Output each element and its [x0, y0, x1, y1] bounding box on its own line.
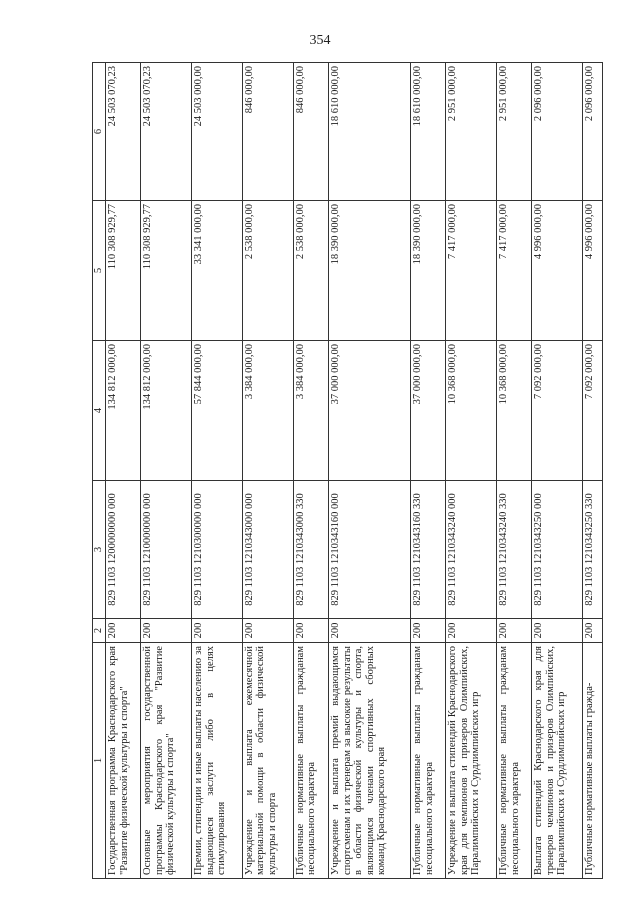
row-name: Государственная программа Краснодарского края "Развитие физической культуры и спорта": [106, 643, 141, 879]
row-name: Учреждение и выплата ежемесячной материальной помощи в области физической культуры и спорта: [242, 643, 293, 879]
header-col-4: 4: [93, 341, 106, 481]
header-col-5: 5: [93, 201, 106, 341]
row-kind: 200: [497, 619, 532, 643]
row-name: Публичные нормативные выплаты гражданам несоциального характера: [293, 643, 328, 879]
row-code: 829 1103 1200000000 000: [106, 481, 141, 619]
row-code: 829 1103 1210343160 000: [329, 481, 411, 619]
row-code: 829 1103 1210343160 330: [411, 481, 446, 619]
table-row: [497, 63, 532, 879]
row-value-6: 24 503 070,23: [141, 63, 192, 201]
row-code: 829 1103 1210000000 000: [141, 481, 192, 619]
row-value-5: 2 538 000,00: [293, 201, 328, 341]
row-value-4: 3 384 000,00: [293, 341, 328, 481]
row-value-5: 33 341 000,00: [192, 201, 243, 341]
page-number: 354: [309, 33, 331, 48]
table-row: [192, 63, 243, 879]
row-value-6: 18 610 000,00: [329, 63, 411, 201]
row-value-6: 2 096 000,00: [532, 63, 583, 201]
row-value-6: 846 000,00: [242, 63, 293, 201]
row-value-5: 7 417 000,00: [497, 201, 532, 341]
row-code: 829 1103 1210343250 000: [532, 481, 583, 619]
row-kind: 200: [532, 619, 583, 643]
row-value-4: 7 092 000,00: [583, 341, 603, 481]
header-row: [93, 63, 106, 879]
table-row: [329, 63, 411, 879]
row-name: Премии, стипендии и иные выплаты населению за выдающиеся заслуги либо в целях стимулирования: [192, 643, 243, 879]
row-value-4: 10 368 000,00: [497, 341, 532, 481]
row-value-5: 7 417 000,00: [446, 201, 497, 341]
row-value-4: 3 384 000,00: [242, 341, 293, 481]
row-code: 829 1103 1210343240 330: [497, 481, 532, 619]
row-value-6: 2 096 000,00: [583, 63, 603, 201]
header-col-1: 1: [93, 643, 106, 879]
row-kind: 200: [242, 619, 293, 643]
table-row: [532, 63, 583, 879]
row-value-6: 846 000,00: [293, 63, 328, 201]
row-kind: 200: [411, 619, 446, 643]
table-row: [141, 63, 192, 879]
row-value-5: 2 538 000,00: [242, 201, 293, 341]
row-name: Учреждение и выплата стипендий Краснодарского края для чемпионов и призеров Олимпийских, Паралимпийских и Сурдлимпийских игр: [446, 643, 497, 879]
row-name: Публичные нормативные выплаты гражданам несоциального характера: [497, 643, 532, 879]
row-value-6: 18 610 000,00: [411, 63, 446, 201]
row-value-5: 18 390 000,00: [411, 201, 446, 341]
row-kind: 200: [583, 619, 603, 643]
header-col-3: 3: [93, 481, 106, 619]
row-value-5: 18 390 000,00: [329, 201, 411, 341]
row-code: 829 1103 1210300000 000: [192, 481, 243, 619]
row-code: 829 1103 1210343250 330: [583, 481, 603, 619]
row-value-4: 57 844 000,00: [192, 341, 243, 481]
header-col-6: 6: [93, 63, 106, 201]
row-kind: 200: [446, 619, 497, 643]
row-value-5: 4 996 000,00: [532, 201, 583, 341]
row-name: Публичные нормативные выплаты гражда-: [583, 643, 603, 879]
row-kind: 200: [192, 619, 243, 643]
table-row: [242, 63, 293, 879]
row-kind: 200: [106, 619, 141, 643]
row-kind: 200: [329, 619, 411, 643]
table-row: [106, 63, 141, 879]
row-code: 829 1103 1210343000 000: [242, 481, 293, 619]
row-value-4: 7 092 000,00: [532, 341, 583, 481]
row-code: 829 1103 1210343000 330: [293, 481, 328, 619]
row-value-5: 4 996 000,00: [583, 201, 603, 341]
row-value-6: 24 503 000,00: [192, 63, 243, 201]
row-name: Основные мероприятия государственной программы Краснодарского края "Развитие физической культуры и спорта": [141, 643, 192, 879]
table-row: [446, 63, 497, 879]
row-value-4: 134 812 000,00: [141, 341, 192, 481]
row-value-4: 134 812 000,00: [106, 341, 141, 481]
table-row: [411, 63, 446, 879]
row-name: Выплата стипендий Краснодарского края для тренеров чемпионов и призеров Олимпийских, Паралимпийских и Сурдлимпийских игр: [532, 643, 583, 879]
row-value-4: 37 000 000,00: [411, 341, 446, 481]
budget-table-container: [92, 63, 603, 879]
row-value-6: 2 951 000,00: [446, 63, 497, 201]
row-name: Публичные нормативные выплаты гражданам несоциального характера: [411, 643, 446, 879]
row-value-6: 24 503 070,23: [106, 63, 141, 201]
row-kind: 200: [141, 619, 192, 643]
table-row: [293, 63, 328, 879]
row-value-6: 2 951 000,00: [497, 63, 532, 201]
row-value-4: 37 000 000,00: [329, 341, 411, 481]
header-col-2: 2: [93, 619, 106, 643]
table-row: [583, 63, 603, 879]
row-kind: 200: [293, 619, 328, 643]
budget-table: [92, 62, 603, 879]
row-code: 829 1103 1210343240 000: [446, 481, 497, 619]
row-value-5: 110 308 929,77: [106, 201, 141, 341]
row-name: Учреждение и выплата премий выдающимся спортсменам и их тренерам за высокие результаты в области физической культуры и спорта, являющимся членами спортивных сборных команд Краснодарского края: [329, 643, 411, 879]
row-value-5: 110 308 929,77: [141, 201, 192, 341]
row-value-4: 10 368 000,00: [446, 341, 497, 481]
